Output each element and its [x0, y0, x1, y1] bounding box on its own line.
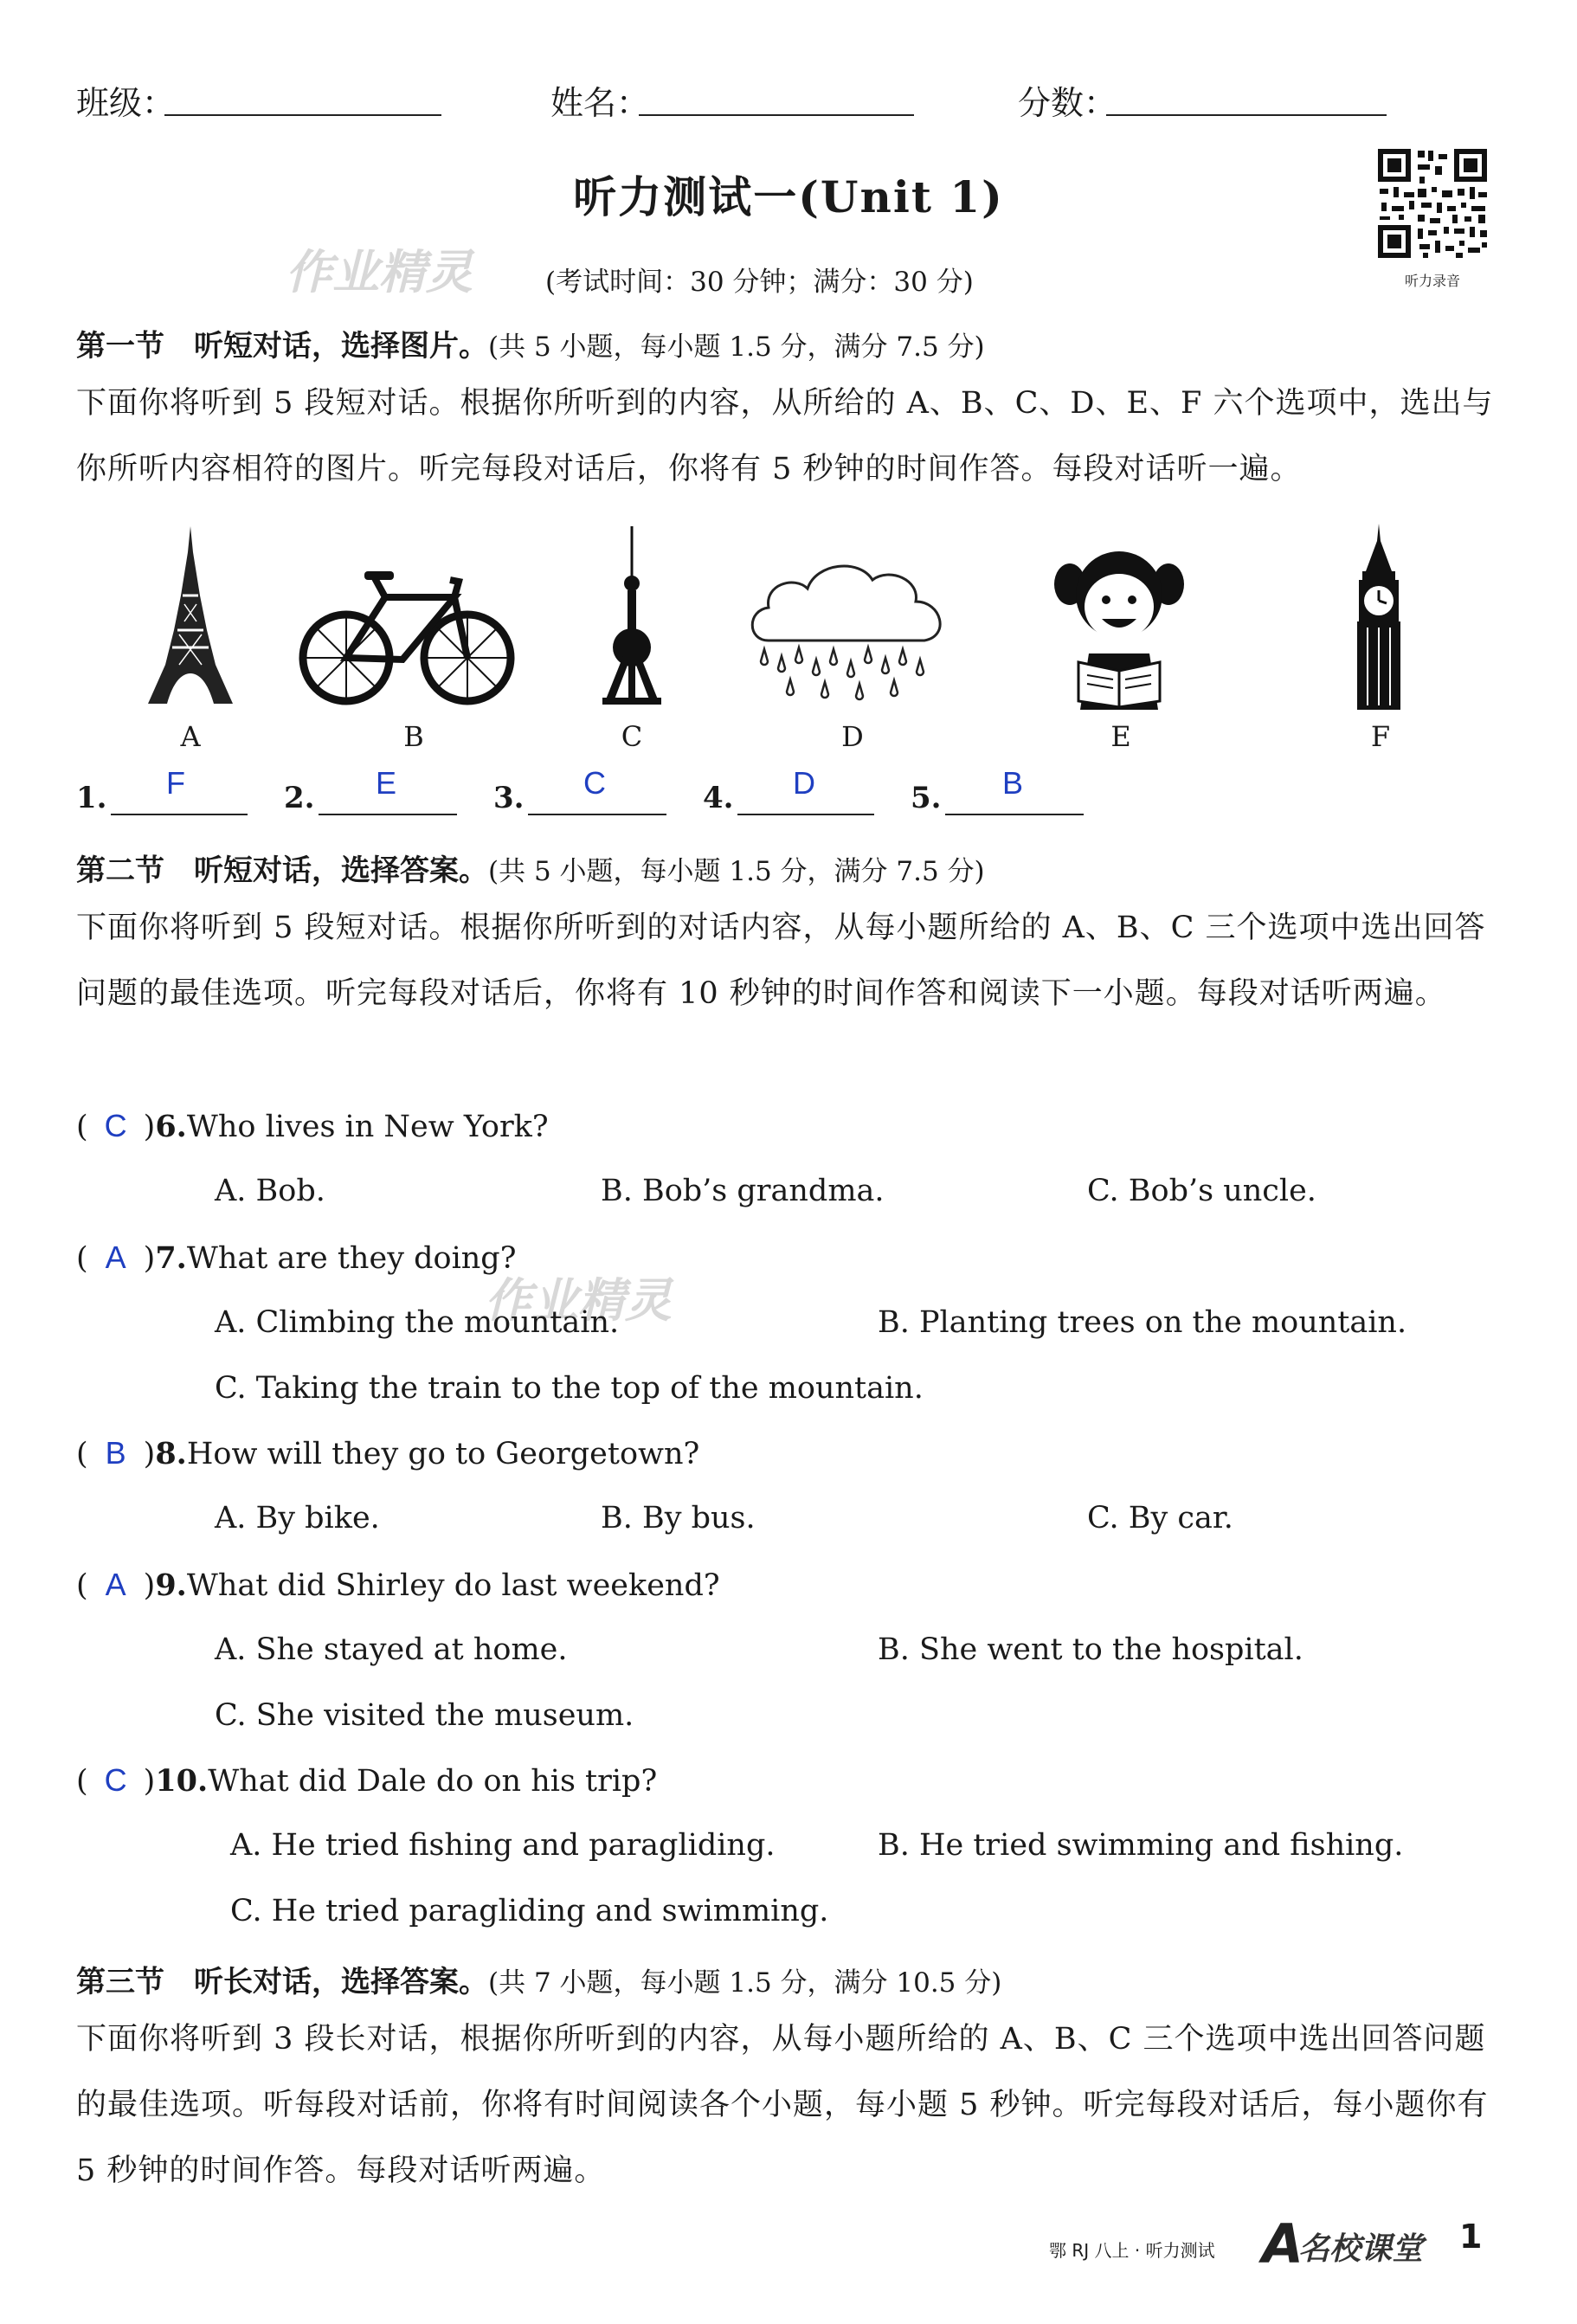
eiffel-tower-icon	[143, 526, 238, 708]
option-6a: A. Bob.	[215, 1174, 325, 1208]
picture-label-d: D	[841, 720, 864, 753]
section2-heading: 第二节 听短对话，选择答案。(共 5 小题，每小题 1.5 分，满分 7.5 分)	[76, 853, 985, 888]
option-9c: C. She visited the museum.	[215, 1698, 634, 1733]
option-8c: C. By car.	[1087, 1501, 1233, 1535]
option-9b: B. She went to the hospital.	[878, 1632, 1303, 1667]
tv-tower-icon	[597, 526, 666, 708]
brand-logo-icon: A	[1262, 2212, 1303, 2276]
qr-code-icon[interactable]	[1374, 145, 1490, 261]
girl-reading-icon	[1054, 541, 1184, 710]
option-7b: B. Planting trees on the mountain.	[878, 1305, 1407, 1340]
blank-number: 5.	[911, 781, 942, 815]
section1-heading: 第一节 听短对话，选择图片。(共 5 小题，每小题 1.5 分，满分 7.5 分)	[76, 329, 985, 364]
name-label: 姓名：	[550, 84, 650, 122]
picture-label-a: A	[180, 720, 201, 753]
name-field[interactable]	[639, 80, 914, 116]
question-10: ( C )10.What did Dale do on his trip?	[76, 1762, 658, 1799]
option-7c: C. Taking the train to the top of the mountain.	[215, 1371, 924, 1406]
question-8: ( B )8.How will they go to Georgetown?	[76, 1435, 700, 1471]
bicycle-icon	[299, 563, 515, 710]
option-7a: A. Climbing the mountain.	[215, 1305, 620, 1340]
answer-7: A	[105, 1239, 126, 1275]
answer-10: C	[104, 1762, 127, 1798]
answer-9: A	[105, 1567, 126, 1602]
big-ben-icon	[1348, 524, 1409, 710]
picture-label-c: C	[621, 720, 643, 753]
class-label: 班级：	[76, 84, 176, 122]
rain-cloud-icon	[743, 554, 955, 710]
exam-info: (考试时间：30 分钟；满分：30 分)	[545, 267, 974, 298]
question-9: ( A )9.What did Shirley do last weekend?	[76, 1567, 720, 1603]
option-9a: A. She stayed at home.	[215, 1632, 568, 1667]
question-6: ( C )6.Who lives in New York?	[76, 1108, 549, 1144]
blank-answer: F	[166, 765, 185, 801]
section1-instructions: 下面你将听到 5 段短对话。根据你所听到的内容，从所给的 A、B、C、D、E、F 六个选项中，选出与你所听内容相符的图片。听完每段对话后，你将有 5 秒钟的时间作答。每段对话听一遍。	[76, 386, 1494, 486]
blank-answer: E	[376, 765, 397, 801]
blank-number: 1.	[76, 781, 107, 815]
brand-name: 名校课堂	[1298, 2231, 1424, 2267]
blank-number: 3.	[493, 781, 525, 815]
picture-label-f: F	[1370, 720, 1391, 753]
question-7: ( A )7.What are they doing?	[76, 1239, 517, 1276]
blank-number: 2.	[284, 781, 315, 815]
page-title: 听力测试一(Unit 1)	[573, 171, 1004, 222]
watermark: 作业精灵	[286, 244, 473, 299]
score-field[interactable]	[1106, 80, 1387, 116]
answer-6: C	[104, 1108, 127, 1143]
section2-instructions: 下面你将听到 5 段短对话。根据你所听到的对话内容，从每小题所给的 A、B、C 三个选项中选出回答问题的最佳选项。听完每段对话后，你将有 10 秒钟的时间作答和阅读下一小题。每段对话听两遍。	[76, 911, 1486, 1011]
watermark: 作业精灵	[485, 1272, 672, 1328]
option-6b: B. Bob’s grandma.	[601, 1174, 885, 1208]
blank-number: 4.	[703, 781, 734, 815]
option-10c: C. He tried paragliding and swimming.	[230, 1894, 829, 1928]
section3-heading: 第三节 听长对话，选择答案。(共 7 小题，每小题 1.5 分，满分 10.5 分)	[76, 1965, 1002, 1999]
picture-label-e: E	[1110, 720, 1131, 753]
blank-answer: C	[583, 765, 606, 801]
option-10a: A. He tried fishing and paragliding.	[230, 1828, 776, 1863]
option-10b: B. He tried swimming and fishing.	[878, 1828, 1404, 1863]
blank-answer: B	[1002, 765, 1024, 801]
picture-label-b: B	[403, 720, 424, 753]
score-label: 分数：	[1018, 84, 1117, 122]
answer-8: B	[105, 1435, 126, 1471]
section3-instructions: 下面你将听到 3 段长对话，根据你所听到的内容，从每小题所给的 A、B、C 三个选项中选出回答问题的最佳选项。听每段对话前，你将有时间阅读各个小题，每小题 5 秒钟。听完每段对话后，每小题你有 5 秒钟的时间作答。每段对话听两遍。	[76, 2022, 1489, 2188]
blank-answer: D	[793, 765, 815, 801]
option-6c: C. Bob’s uncle.	[1087, 1174, 1316, 1208]
class-field[interactable]	[164, 80, 441, 116]
page-number: 1	[1459, 2218, 1483, 2256]
qr-caption: 听力录音	[1404, 273, 1460, 289]
option-8b: B. By bus.	[601, 1501, 756, 1535]
book-info: 鄂 RJ 八上 · 听力测试	[1049, 2240, 1215, 2261]
option-8a: A. By bike.	[215, 1501, 380, 1535]
